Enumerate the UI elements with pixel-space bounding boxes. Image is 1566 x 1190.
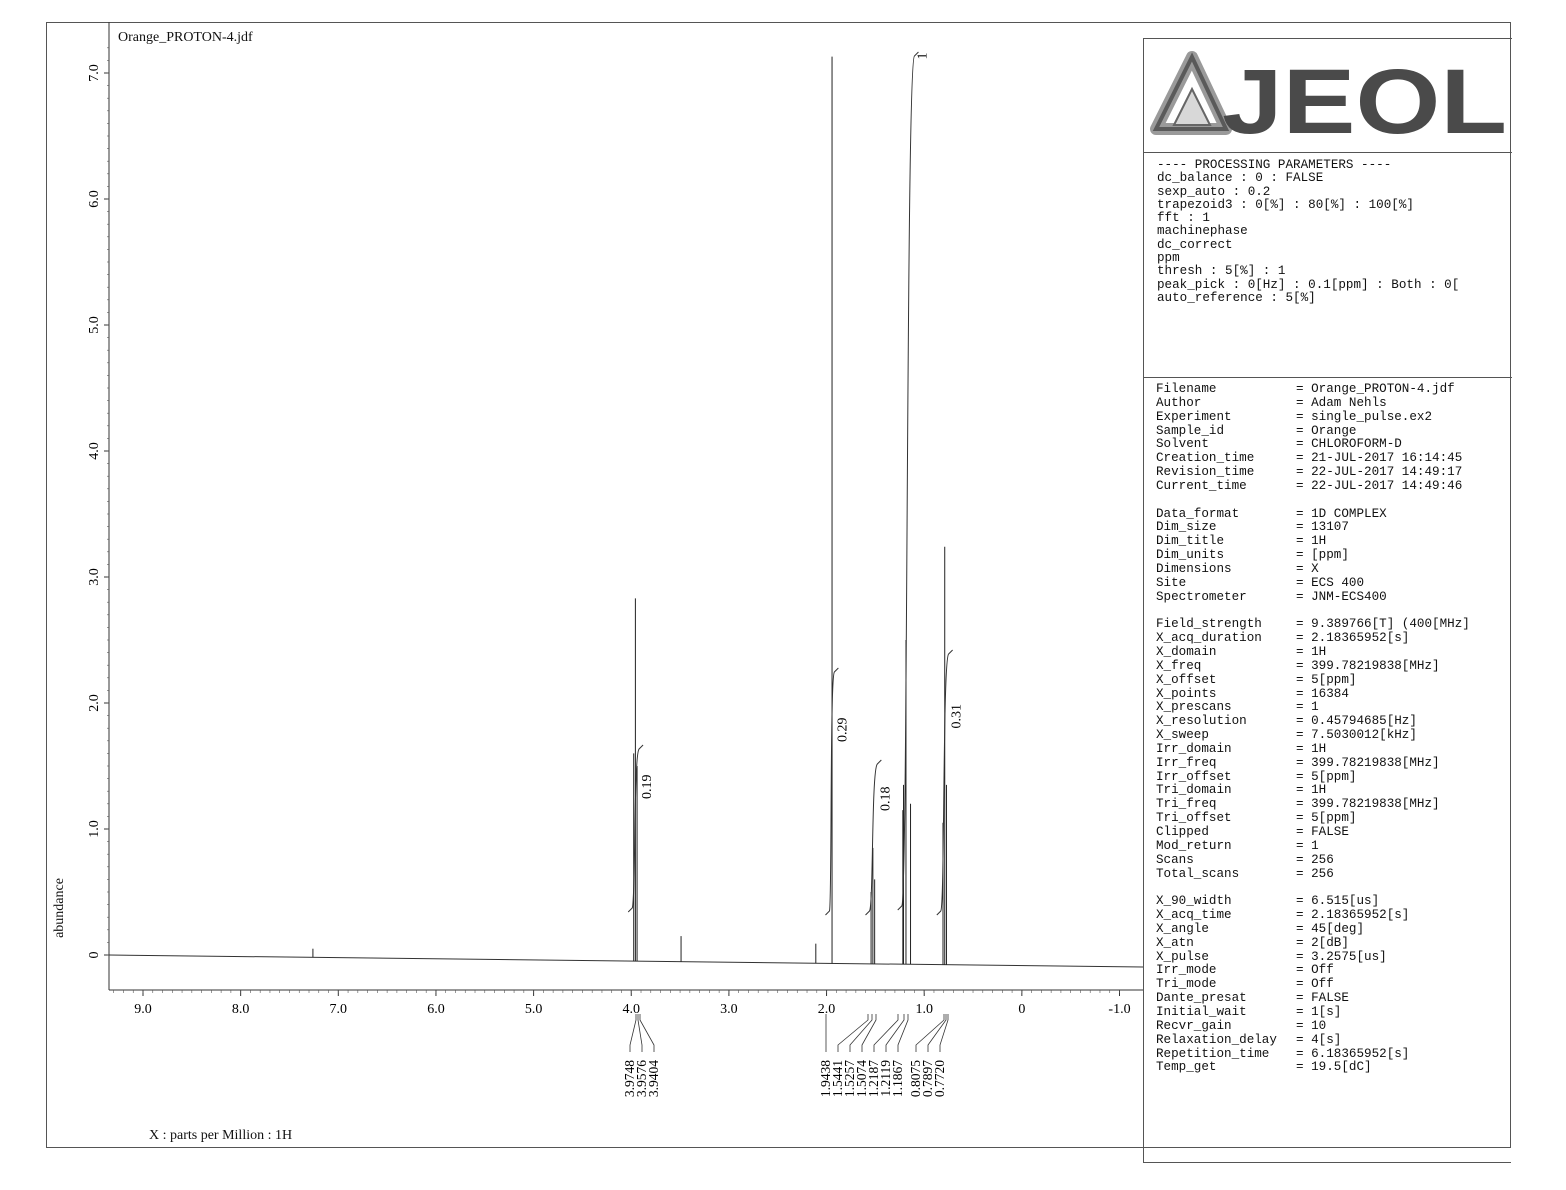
parameter-key: X_angle — [1156, 921, 1209, 936]
parameter-value: = 4[s] — [1296, 1032, 1342, 1047]
parameter-key: Spectrometer — [1156, 589, 1247, 604]
parameter-row — [1156, 521, 1524, 535]
parameter-row — [1156, 743, 1524, 757]
x-tick-label: 1.0 — [915, 1002, 933, 1017]
peak-label-leader — [838, 1014, 868, 1052]
parameter-key: Field_strength — [1156, 617, 1262, 632]
peak-label-leader — [898, 1014, 908, 1052]
parameter-row — [1156, 535, 1524, 549]
parameter-row — [1156, 854, 1524, 868]
parameter-row — [1156, 508, 1524, 522]
logo-text: JEOL — [1222, 51, 1507, 153]
parameter-key: Recvr_gain — [1156, 1018, 1232, 1033]
parameter-row — [1156, 992, 1524, 1006]
parameter-value: = 399.78219838[MHz] — [1296, 755, 1440, 770]
parameter-value: = ECS 400 — [1296, 575, 1365, 590]
parameter-row — [1156, 784, 1524, 798]
parameter-value: = 1H — [1296, 783, 1327, 798]
parameter-value: = FALSE — [1296, 825, 1349, 839]
x-tick-label: 7.0 — [329, 1002, 348, 1017]
parameter-key: Irr_offset — [1156, 769, 1232, 784]
parameter-key: X_acq_duration — [1156, 631, 1262, 646]
parameter-row — [1156, 688, 1524, 702]
parameter-value: = 256 — [1296, 866, 1334, 881]
parameter-key: Repetition_time — [1156, 1046, 1270, 1061]
integral-label: 1 — [915, 52, 931, 60]
parameter-key: Tri_mode — [1156, 977, 1217, 992]
peak-label: 1.2187 — [866, 1060, 881, 1098]
x-tick-label: 6.0 — [427, 1002, 445, 1017]
peak-label: 0.8075 — [908, 1060, 923, 1098]
peak-label-leader — [886, 1014, 904, 1052]
peak-label: 3.9748 — [622, 1060, 637, 1098]
parameter-row — [1156, 1061, 1524, 1075]
parameter-value: = 1D COMPLEX — [1296, 506, 1387, 521]
processing-line: fft : 1 — [1157, 211, 1210, 226]
parameter-row — [1156, 1034, 1524, 1048]
parameter-row — [1156, 812, 1524, 826]
logo-area — [1144, 38, 1512, 153]
parameter-value: = 1 — [1296, 700, 1319, 715]
parameter-row — [1156, 383, 1524, 397]
parameter-key: Scans — [1156, 852, 1194, 867]
parameter-key: Dim_size — [1156, 520, 1217, 535]
parameter-key: Dimensions — [1156, 561, 1232, 576]
x-tick-label: 5.0 — [524, 1002, 543, 1017]
parameter-value: = 16384 — [1296, 686, 1349, 701]
parameter-value: = 9.389766[T] (400[MHz] — [1296, 617, 1470, 632]
parameter-value: = 7.5030012[kHz] — [1296, 728, 1417, 743]
parameter-row — [1156, 632, 1524, 646]
parameter-key: Data_format — [1156, 506, 1240, 521]
parameter-value: = 5[ppm] — [1296, 811, 1357, 826]
y-tick-label: 4.0 — [87, 442, 102, 460]
peak-label: 0.7897 — [920, 1060, 935, 1098]
parameter-row — [1156, 397, 1524, 411]
processing-line: ppm — [1157, 251, 1180, 266]
parameter-value: = 19.5[dC] — [1296, 1060, 1372, 1075]
x-axis-label: X : parts per Million : 1H — [149, 1128, 293, 1143]
parameter-key: Relaxation_delay — [1156, 1032, 1277, 1047]
processing-line: dc_correct — [1157, 237, 1233, 252]
parameter-value: = 21-JUL-2017 16:14:45 — [1296, 451, 1463, 466]
parameter-row — [1156, 798, 1524, 812]
parameter-row — [1156, 1048, 1524, 1062]
parameter-key: X_resolution — [1156, 714, 1247, 729]
processing-header: ---- PROCESSING PARAMETERS ---- — [1157, 158, 1392, 172]
parameter-key: Site — [1156, 575, 1187, 590]
peak-label: 1.5074 — [854, 1060, 869, 1098]
parameter-row — [1156, 757, 1524, 771]
parameter-value: = 2.18365952[s] — [1296, 631, 1410, 646]
y-tick-label: 5.0 — [87, 316, 102, 334]
parameter-row — [1156, 452, 1524, 466]
parameter-key: Current_time — [1156, 478, 1247, 493]
parameter-row — [1156, 868, 1524, 882]
parameter-row — [1156, 978, 1524, 992]
parameter-key: Dim_title — [1156, 534, 1225, 549]
peak-label: 3.9576 — [634, 1060, 649, 1098]
parameter-row — [1156, 618, 1524, 632]
parameter-key: X_prescans — [1156, 700, 1232, 715]
parameter-row — [1156, 951, 1524, 965]
parameter-value: = 1[s] — [1296, 1004, 1342, 1019]
parameter-value: = CHLOROFORM-D — [1296, 437, 1402, 452]
parameter-row — [1156, 466, 1524, 480]
parameter-value: = 0.45794685[Hz] — [1296, 714, 1417, 729]
jeol-logo — [1144, 39, 1512, 154]
parameter-key: Tri_offset — [1156, 811, 1232, 826]
peak-label-leader — [630, 1014, 636, 1052]
parameter-value: = 1 — [1296, 838, 1319, 853]
processing-line: thresh : 5[%] : 1 — [1157, 264, 1286, 279]
processing-line: sexp_auto : 0.2 — [1157, 184, 1271, 199]
parameter-value: = Off — [1296, 977, 1334, 992]
peak-label: 1.2119 — [878, 1060, 893, 1097]
parameter-key: Mod_return — [1156, 838, 1232, 853]
parameter-row — [1156, 729, 1524, 743]
parameter-key: Irr_mode — [1156, 963, 1217, 978]
x-tick-label: 3.0 — [720, 1002, 738, 1017]
parameter-row — [1156, 909, 1524, 923]
parameter-value: = 399.78219838[MHz] — [1296, 658, 1440, 673]
parameter-row — [1156, 480, 1524, 494]
parameter-row — [1156, 1006, 1524, 1020]
y-tick-label: 2.0 — [87, 694, 102, 712]
parameter-key: Tri_domain — [1156, 783, 1232, 798]
parameter-value: = 2.18365952[s] — [1296, 908, 1410, 923]
parameter-value: = 13107 — [1296, 520, 1349, 535]
parameter-row — [1156, 923, 1524, 937]
parameter-value: = Orange — [1296, 423, 1357, 438]
integral-label: 0.18 — [878, 786, 894, 811]
parameter-key: X_offset — [1156, 672, 1217, 687]
integral-curve — [866, 760, 882, 915]
parameter-value: = 3.2575[us] — [1296, 949, 1387, 964]
parameter-row — [1156, 840, 1524, 854]
processing-parameters — [1144, 153, 1512, 378]
parameter-value: = 5[ppm] — [1296, 672, 1357, 687]
parameter-value: = [ppm] — [1296, 548, 1349, 563]
parameter-key: X_freq — [1156, 658, 1202, 673]
y-tick-label: 0 — [87, 951, 102, 959]
peak-label: 1.1867 — [890, 1060, 905, 1098]
parameter-key: Temp_get — [1156, 1060, 1217, 1075]
y-tick-label: 7.0 — [87, 64, 102, 82]
processing-line: trapezoid3 : 0[%] : 80[%] : 100[%] — [1157, 197, 1414, 212]
parameter-value: = X — [1296, 561, 1319, 576]
parameter-row — [1156, 591, 1524, 605]
parameter-row — [1156, 438, 1524, 452]
parameter-key: Author — [1156, 395, 1202, 410]
processing-line: auto_reference : 5[%] — [1157, 290, 1316, 305]
parameter-value: = 6.515[us] — [1296, 894, 1380, 909]
peak-label: 3.9404 — [646, 1060, 661, 1098]
parameter-row — [1156, 715, 1524, 729]
parameter-row — [1156, 674, 1524, 688]
parameter-row — [1156, 411, 1524, 425]
parameter-key: X_sweep — [1156, 728, 1209, 743]
parameter-row — [1156, 771, 1524, 785]
parameter-value: = 1H — [1296, 534, 1327, 549]
parameter-key: Experiment — [1156, 409, 1232, 424]
parameter-row — [1156, 660, 1524, 674]
parameter-row — [1156, 826, 1524, 840]
parameter-key: Total_scans — [1156, 866, 1240, 881]
integral-label: 0.19 — [640, 774, 656, 799]
triangle-logo-icon — [1156, 57, 1226, 129]
peak-label-leader — [928, 1014, 946, 1052]
parameter-row — [1156, 425, 1524, 439]
parameter-value: = Orange_PROTON-4.jdf — [1296, 382, 1455, 396]
parameter-key: Tri_freq — [1156, 797, 1217, 812]
parameter-row — [1156, 701, 1524, 715]
processing-line: machinephase — [1157, 224, 1248, 239]
parameter-key: Dim_units — [1156, 548, 1225, 563]
y-tick-label: 6.0 — [87, 190, 102, 208]
peak-label: 1.5257 — [842, 1060, 857, 1098]
parameter-value: = 1H — [1296, 645, 1327, 660]
parameter-value: = 5[ppm] — [1296, 769, 1357, 784]
parameter-value: = 45[deg] — [1296, 921, 1365, 936]
processing-line: peak_pick : 0[Hz] : 0.1[ppm] : Both : 0[ — [1157, 277, 1460, 292]
spectrum-baseline — [109, 955, 1143, 967]
integral-curve — [898, 52, 919, 910]
integral-label: 0.31 — [949, 704, 965, 729]
parameter-key: Irr_domain — [1156, 741, 1232, 756]
parameter-key: Filename — [1156, 382, 1217, 396]
parameter-key: Clipped — [1156, 825, 1209, 839]
y-tick-label: 3.0 — [87, 568, 102, 586]
parameter-key: Initial_wait — [1156, 1004, 1247, 1019]
parameter-value: = 6.18365952[s] — [1296, 1046, 1410, 1061]
chart-title: Orange_PROTON-4.jdf — [118, 30, 253, 45]
parameter-value: = 22-JUL-2017 14:49:46 — [1296, 478, 1463, 493]
parameter-value: = 399.78219838[MHz] — [1296, 797, 1440, 812]
parameter-value: = FALSE — [1296, 991, 1349, 1006]
processing-line: dc_balance : 0 : FALSE — [1157, 171, 1324, 186]
parameter-key: X_pulse — [1156, 949, 1209, 964]
parameter-row — [1156, 577, 1524, 591]
info-panel — [1143, 38, 1511, 1162]
parameter-key: Creation_time — [1156, 451, 1255, 466]
parameter-row — [1156, 563, 1524, 577]
parameter-key: Solvent — [1156, 437, 1209, 452]
parameter-value: = Adam Nehls — [1296, 395, 1387, 410]
parameter-row — [1156, 1020, 1524, 1034]
acquisition-parameters — [1144, 383, 1524, 1075]
parameter-key: Sample_id — [1156, 423, 1225, 438]
parameter-value: = 2[dB] — [1296, 935, 1349, 950]
x-tick-label: 9.0 — [134, 1002, 152, 1017]
peak-label: 1.9438 — [818, 1060, 833, 1098]
parameter-key: X_points — [1156, 686, 1217, 701]
parameter-value: = 1H — [1296, 741, 1327, 756]
parameter-key: X_atn — [1156, 935, 1194, 950]
parameter-key: Revision_time — [1156, 465, 1255, 480]
parameter-row — [1156, 895, 1524, 909]
x-tick-label: 8.0 — [231, 1002, 250, 1017]
y-axis-label: abundance — [52, 878, 67, 938]
parameter-value: = single_pulse.ex2 — [1296, 409, 1433, 424]
parameter-key: X_domain — [1156, 645, 1217, 660]
parameter-value: = 10 — [1296, 1018, 1327, 1033]
peak-label: 1.5441 — [830, 1060, 845, 1098]
peak-label: 0.7720 — [932, 1060, 947, 1098]
parameter-row — [1156, 937, 1524, 951]
parameter-key: X_acq_time — [1156, 908, 1232, 923]
parameter-key: Irr_freq — [1156, 755, 1217, 770]
x-tick-label: 0 — [1018, 1002, 1026, 1017]
parameter-key: Dante_presat — [1156, 991, 1247, 1006]
x-tick-label: -1.0 — [1108, 1002, 1131, 1017]
parameter-value: = JNM-ECS400 — [1296, 589, 1387, 604]
parameter-row — [1156, 646, 1524, 660]
parameter-value: = Off — [1296, 963, 1334, 978]
x-tick-label: 2.0 — [817, 1002, 836, 1017]
x-tick-label: 4.0 — [622, 1002, 640, 1017]
parameter-row — [1156, 549, 1524, 563]
y-tick-label: 1.0 — [87, 820, 102, 838]
parameter-value: = 22-JUL-2017 14:49:17 — [1296, 465, 1463, 480]
parameter-value: = 256 — [1296, 852, 1334, 867]
integral-label: 0.29 — [835, 717, 851, 742]
parameter-row — [1156, 964, 1524, 978]
parameter-key: X_90_width — [1156, 894, 1232, 909]
